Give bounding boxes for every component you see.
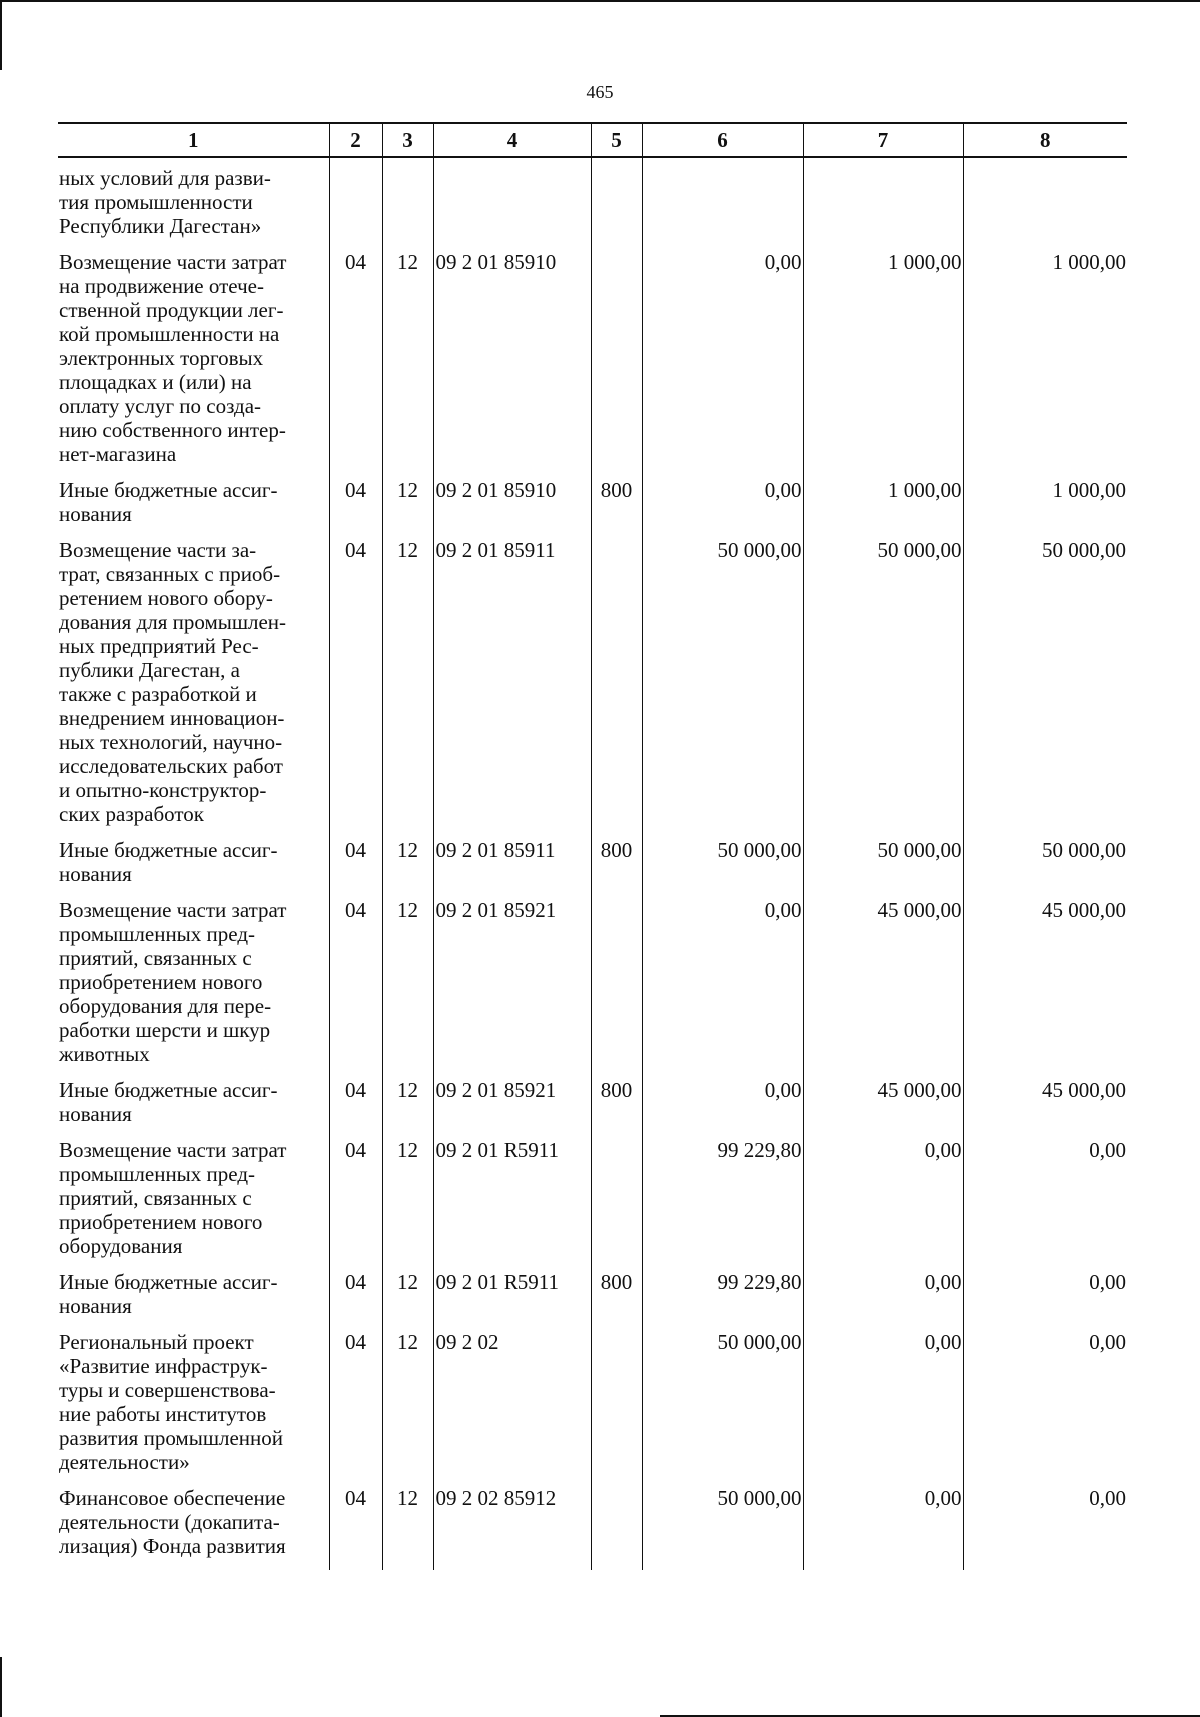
table-row	[58, 1138, 1127, 1270]
row-name-line: оборудования	[59, 1234, 183, 1258]
subsection-code-cell: 12	[382, 1330, 433, 1486]
amount-col7-cell	[803, 157, 963, 250]
table-row	[58, 157, 1127, 250]
row-name-line: нования	[59, 502, 132, 526]
target-article-cell: 09 2 01 85921	[433, 898, 591, 1078]
budget-table	[58, 122, 1127, 1570]
target-article-cell: 09 2 02	[433, 1330, 591, 1486]
row-name-line: Иные бюджетные ассиг-	[59, 1270, 278, 1294]
column-header: 3	[382, 123, 433, 157]
expense-type-cell	[591, 157, 642, 250]
amount-col6-cell: 50 000,00	[642, 1486, 803, 1570]
section-code-cell: 04	[329, 1270, 382, 1330]
amount-col7-cell: 45 000,00	[803, 898, 963, 1078]
amount-col6-cell: 50 000,00	[642, 538, 803, 838]
row-name-line: на продвижение отече-	[59, 274, 264, 298]
amount-col8-cell: 50 000,00	[963, 538, 1127, 838]
row-name-line: туры и совершенствова-	[59, 1378, 276, 1402]
amount-col7-cell: 0,00	[803, 1330, 963, 1486]
amount-col6-cell: 0,00	[642, 898, 803, 1078]
column-header: 5	[591, 123, 642, 157]
amount-col7-cell: 1 000,00	[803, 250, 963, 478]
subsection-code-cell: 12	[382, 898, 433, 1078]
row-name-line: тия промышленности	[59, 190, 253, 214]
row-name-line: Возмещение части затрат	[59, 1138, 287, 1162]
row-name-line: оборудования для пере-	[59, 994, 272, 1018]
row-name-line: ретением нового обору-	[59, 586, 273, 610]
row-name-line: внедрением инновацион-	[59, 706, 285, 730]
amount-col8-cell: 45 000,00	[963, 1078, 1127, 1138]
table-row	[58, 838, 1127, 898]
amount-col8-cell: 0,00	[963, 1330, 1127, 1486]
subsection-code-cell	[382, 157, 433, 250]
row-name-line: и опытно-конструктор-	[59, 778, 267, 802]
page-number: 465	[586, 82, 614, 102]
row-name-line: нования	[59, 1294, 132, 1318]
target-article-cell: 09 2 02 85912	[433, 1486, 591, 1570]
amount-col7-cell: 45 000,00	[803, 1078, 963, 1138]
column-header: 1	[58, 123, 329, 157]
row-name-line: нования	[59, 1102, 132, 1126]
table-row	[58, 1486, 1127, 1570]
subsection-code-cell: 12	[382, 1486, 433, 1570]
row-name-line: нию собственного интер-	[59, 418, 286, 442]
row-name-cell	[58, 538, 329, 838]
amount-col8-cell: 0,00	[963, 1138, 1127, 1270]
amount-col6-cell	[642, 157, 803, 250]
target-article-cell: 09 2 01 85911	[433, 538, 591, 838]
row-name-line: ных условий для разви-	[59, 166, 271, 190]
amount-col8-cell: 0,00	[963, 1270, 1127, 1330]
amount-col8-cell: 0,00	[963, 1486, 1127, 1570]
row-name-cell	[58, 1330, 329, 1486]
row-name-line: животных	[59, 1042, 150, 1066]
row-name-line: развития промышленной	[59, 1426, 284, 1450]
row-name-line: приобретением нового	[59, 970, 263, 994]
row-name-line: промышленных пред-	[59, 922, 256, 946]
table-header-row	[58, 123, 1127, 157]
amount-col6-cell: 99 229,80	[642, 1138, 803, 1270]
target-article-cell: 09 2 01 85921	[433, 1078, 591, 1138]
row-name-cell	[58, 1138, 329, 1270]
row-name-line: электронных торговых	[59, 346, 264, 370]
row-name-line: исследовательских работ	[59, 754, 283, 778]
table-body	[58, 157, 1127, 1570]
row-name-line: площадках и (или) на	[59, 370, 252, 394]
row-name-line: ских разработок	[59, 802, 204, 826]
scan-border-left	[0, 0, 2, 70]
expense-type-cell: 800	[591, 838, 642, 898]
section-code-cell: 04	[329, 1330, 382, 1486]
expense-type-cell	[591, 250, 642, 478]
expense-type-cell	[591, 898, 642, 1078]
section-code-cell: 04	[329, 478, 382, 538]
row-name-line: Иные бюджетные ассиг-	[59, 1078, 278, 1102]
row-name-line: Возмещение части затрат	[59, 250, 287, 274]
target-article-cell: 09 2 01 R5911	[433, 1138, 591, 1270]
target-article-cell: 09 2 01 85910	[433, 478, 591, 538]
column-header: 2	[329, 123, 382, 157]
row-name-line: ственной продукции лег-	[59, 298, 284, 322]
section-code-cell: 04	[329, 1138, 382, 1270]
budget-table-container	[58, 122, 1127, 1570]
table-row	[58, 1078, 1127, 1138]
amount-col6-cell: 0,00	[642, 250, 803, 478]
scan-border-top	[0, 0, 1200, 2]
row-name-cell	[58, 898, 329, 1078]
amount-col8-cell: 1 000,00	[963, 250, 1127, 478]
amount-col7-cell: 50 000,00	[803, 538, 963, 838]
row-name-line: дования для промышлен-	[59, 610, 287, 634]
row-name-line: Финансовое обеспечение	[59, 1486, 286, 1510]
amount-col6-cell: 50 000,00	[642, 838, 803, 898]
target-article-cell	[433, 157, 591, 250]
row-name-cell	[58, 1486, 329, 1570]
row-name-line: деятельности»	[59, 1450, 190, 1474]
table-row	[58, 478, 1127, 538]
amount-col6-cell: 50 000,00	[642, 1330, 803, 1486]
row-name-line: публики Дагестан, а	[59, 658, 240, 682]
row-name-line: Иные бюджетные ассиг-	[59, 478, 278, 502]
row-name-line: приятий, связанных с	[59, 946, 252, 970]
row-name-line: кой промышленности на	[59, 322, 280, 346]
row-name-line: «Развитие инфраструк-	[59, 1354, 268, 1378]
subsection-code-cell: 12	[382, 1078, 433, 1138]
row-name-line: ных предприятий Рес-	[59, 634, 259, 658]
column-header: 7	[803, 123, 963, 157]
row-name-line: Возмещение части затрат	[59, 898, 287, 922]
amount-col8-cell: 1 000,00	[963, 478, 1127, 538]
amount-col7-cell: 50 000,00	[803, 838, 963, 898]
row-name-line: нет-магазина	[59, 442, 177, 466]
subsection-code-cell: 12	[382, 538, 433, 838]
subsection-code-cell: 12	[382, 1270, 433, 1330]
expense-type-cell	[591, 1138, 642, 1270]
table-row	[58, 898, 1127, 1078]
row-name-cell	[58, 478, 329, 538]
amount-col6-cell: 99 229,80	[642, 1270, 803, 1330]
section-code-cell: 04	[329, 1486, 382, 1570]
row-name-cell	[58, 157, 329, 250]
table-row	[58, 538, 1127, 838]
column-header: 8	[963, 123, 1127, 157]
section-code-cell: 04	[329, 250, 382, 478]
row-name-line: ние работы институтов	[59, 1402, 267, 1426]
row-name-line: Республики Дагестан»	[59, 214, 262, 238]
section-code-cell: 04	[329, 1078, 382, 1138]
row-name-cell	[58, 1078, 329, 1138]
row-name-cell	[58, 838, 329, 898]
table-row	[58, 1270, 1127, 1330]
subsection-code-cell: 12	[382, 250, 433, 478]
amount-col7-cell: 0,00	[803, 1486, 963, 1570]
row-name-cell	[58, 250, 329, 478]
expense-type-cell	[591, 538, 642, 838]
section-code-cell: 04	[329, 538, 382, 838]
section-code-cell: 04	[329, 898, 382, 1078]
row-name-line: Иные бюджетные ассиг-	[59, 838, 278, 862]
table-row	[58, 1330, 1127, 1486]
row-name-line: нования	[59, 862, 132, 886]
row-name-line: оплату услуг по созда-	[59, 394, 262, 418]
row-name-line: трат, связанных с приоб-	[59, 562, 281, 586]
row-name-line: Возмещение части за-	[59, 538, 257, 562]
amount-col8-cell	[963, 157, 1127, 250]
target-article-cell: 09 2 01 R5911	[433, 1270, 591, 1330]
table-row	[58, 250, 1127, 478]
row-name-line: лизация) Фонда развития	[59, 1534, 286, 1558]
section-code-cell: 04	[329, 838, 382, 898]
row-name-line: промышленных пред-	[59, 1162, 256, 1186]
amount-col6-cell: 0,00	[642, 1078, 803, 1138]
scan-border-left-bottom	[0, 1657, 2, 1717]
row-name-cell	[58, 1270, 329, 1330]
expense-type-cell: 800	[591, 478, 642, 538]
row-name-line: Региональный проект	[59, 1330, 254, 1354]
column-header: 6	[642, 123, 803, 157]
section-code-cell	[329, 157, 382, 250]
amount-col7-cell: 0,00	[803, 1270, 963, 1330]
expense-type-cell	[591, 1330, 642, 1486]
amount-col7-cell: 0,00	[803, 1138, 963, 1270]
row-name-line: работки шерсти и шкур	[59, 1018, 271, 1042]
subsection-code-cell: 12	[382, 478, 433, 538]
subsection-code-cell: 12	[382, 1138, 433, 1270]
row-name-line: ных технологий, научно-	[59, 730, 283, 754]
subsection-code-cell: 12	[382, 838, 433, 898]
amount-col8-cell: 50 000,00	[963, 838, 1127, 898]
row-name-line: деятельности (докапита-	[59, 1510, 280, 1534]
target-article-cell: 09 2 01 85910	[433, 250, 591, 478]
expense-type-cell: 800	[591, 1270, 642, 1330]
amount-col8-cell: 45 000,00	[963, 898, 1127, 1078]
amount-col7-cell: 1 000,00	[803, 478, 963, 538]
amount-col6-cell: 0,00	[642, 478, 803, 538]
expense-type-cell: 800	[591, 1078, 642, 1138]
row-name-line: также с разработкой и	[59, 682, 257, 706]
column-header: 4	[433, 123, 591, 157]
row-name-line: приятий, связанных с	[59, 1186, 252, 1210]
target-article-cell: 09 2 01 85911	[433, 838, 591, 898]
row-name-line: приобретением нового	[59, 1210, 263, 1234]
expense-type-cell	[591, 1486, 642, 1570]
